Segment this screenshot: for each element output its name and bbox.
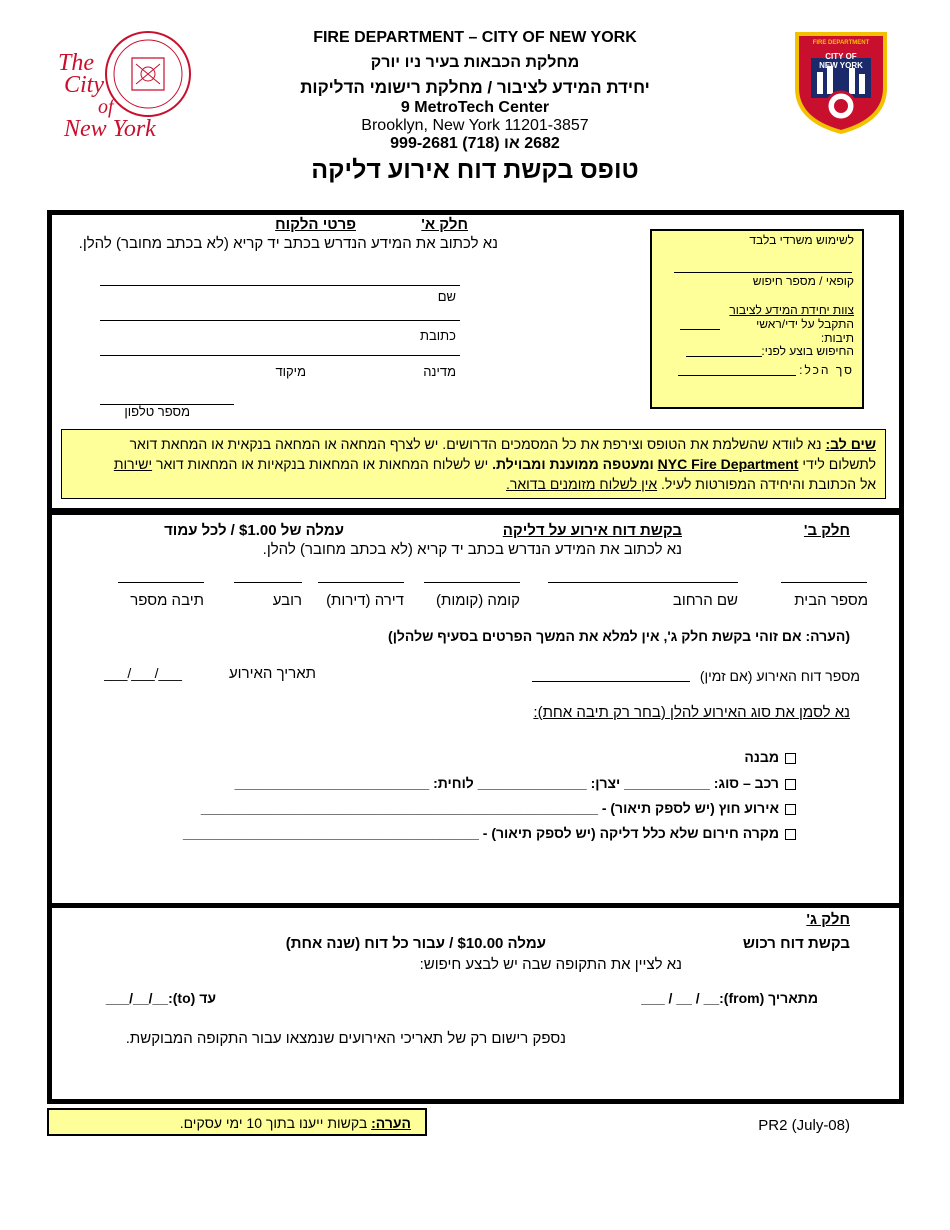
incident-number-label: מספר דוח האירוע (אם זמין) [699, 668, 860, 684]
fdny-badge-top: FIRE DEPARTMENT [812, 40, 870, 46]
header-line-5: Brooklyn, New York 11201-3857 [361, 117, 589, 134]
address-label: כתובת [420, 328, 456, 343]
phone-label: מספר טלפון [124, 404, 190, 419]
part-c-instruction: נא לציין את התקופה שבה יש לבצע חיפוש: [419, 956, 682, 973]
notice-payee: NYC Fire Department [657, 456, 799, 472]
total-label: סך הכל: [799, 363, 854, 377]
part-c-fee: עמלה $10.00 / עבור כל דוח (שנה אחת) [285, 935, 546, 952]
name-label: שם [437, 289, 456, 304]
notice-text-2c: יש לשלוח המחאות או המחאות בנקאיות או המחאות דואר [152, 456, 493, 472]
form-code: PR2 (July-08) [758, 1117, 850, 1134]
city-logo-text-2: City [64, 72, 104, 98]
footer-note-box [47, 1108, 427, 1136]
zip-label: מיקוד [275, 364, 306, 379]
box-number-label: תיבה מספר [130, 592, 204, 609]
fdny-badge [793, 28, 889, 134]
fdny-badge-bottom: NEW YORK [819, 61, 863, 70]
office-use-title: לשימוש משרדי בלבד [749, 233, 854, 247]
incident-number-line[interactable] [532, 681, 690, 682]
option-outdoor-label: אירוע חוץ (יש לספק תיאור) - ___________________________________________________ [200, 800, 779, 816]
outdoor-checkbox[interactable] [785, 804, 796, 815]
team-label: צוות יחידת המידע לציבור [729, 303, 854, 317]
part-c-heading: בקשת דוח רכוש [742, 935, 850, 952]
part-c-label: חלק ג' [806, 911, 850, 928]
header-line-2: מחלקת הכבאות בעיר ניו יורק [370, 54, 580, 71]
option-vehicle[interactable] [120, 775, 796, 791]
search-by-label: החיפוש בוצע לפני: [761, 344, 854, 358]
notice-direct: ישירות [113, 456, 153, 472]
street-line[interactable] [548, 582, 738, 583]
part-b-note: (הערה: אם זוהי בקשת חלק ג', אין למלא את המשך הפרטים בסעיף שלהלן) [388, 628, 850, 644]
option-building[interactable] [120, 749, 796, 765]
notice-text-2a: לתשלום לידי [798, 456, 876, 472]
city-logo-text-1: The [58, 50, 94, 76]
option-emergency-label: מקרה חירום שלא כלל דליקה (יש לספק תיאור) - ______________________________________ [183, 825, 779, 841]
incident-type-prompt: נא לסמן את סוג האירוע להלן (בחר רק תיבה אחת): [533, 704, 850, 721]
header-line-3: יחידת המידע לציבור / מחלקת רישומי הדליקות [300, 78, 650, 97]
part-a-heading: פרטי הלקוח [275, 216, 356, 233]
fdny-badge-mid: CITY OF [825, 52, 857, 61]
borough-label: רובע [272, 592, 302, 609]
option-vehicle-label: רכב – סוג: ___________ יצרן: ______________ לוחית: _________________________ [234, 775, 779, 791]
address-line[interactable] [100, 320, 460, 321]
box-number-line[interactable] [118, 582, 204, 583]
apartment-line[interactable] [318, 582, 404, 583]
city-logo-text-3: of [98, 96, 114, 118]
search-to-field[interactable]: עד (to):__/__/___ [105, 990, 216, 1006]
part-c-footer-note: נספק רישום רק של תאריכי האירועים שנמצאו עבור התקופה המבוקשת. [125, 1030, 566, 1047]
option-outdoor[interactable] [120, 800, 796, 816]
option-emergency[interactable] [120, 825, 796, 841]
city-of-new-york-logo [52, 28, 192, 146]
footer-note-lead: הערה: [371, 1115, 411, 1131]
option-building-label: מבנה [744, 749, 779, 765]
city-logo-text-4: New York [64, 116, 156, 142]
incident-date-blank[interactable]: ___/___/___ [104, 665, 182, 681]
house-number-label: מספר הבית [794, 592, 868, 609]
search-from-field[interactable]: מתאריך (from):__ / __ / ___ [641, 990, 818, 1006]
notice-no-cash: אין לשלוח מזומנים בדואר. [506, 476, 658, 492]
borough-line[interactable] [234, 582, 302, 583]
header-line-1: FIRE DEPARTMENT – CITY OF NEW YORK [313, 29, 637, 46]
received-label: התקבל על ידי/ראשי תיבות: [756, 317, 854, 345]
part-b-heading: בקשת דוח אירוע על דליקה [502, 522, 682, 539]
state-label: מדינה [423, 364, 456, 379]
notice-text-3a: אל הכתובת והיחידה המפורטות לעיל. [657, 476, 876, 492]
building-checkbox[interactable] [785, 753, 796, 764]
emergency-checkbox[interactable] [785, 829, 796, 840]
cashier-line[interactable] [674, 272, 852, 273]
cashier-label: קופאי / מספר חיפוש [752, 274, 854, 288]
search-by-line[interactable] [686, 356, 762, 357]
footer-note-text: בקשות ייענו בתוך 10 ימי עסקים. [179, 1115, 372, 1131]
notice-lead: שים לב: [825, 436, 876, 452]
part-b-label: חלק ב' [803, 522, 850, 539]
part-a-label: חלק א' [421, 216, 468, 233]
notice-text-1: נא לוודא שהשלמת את הטופס וצירפת את כל המסמכים הדרושים. יש לצרף המחאה או המחאה בנקאית או המחאת דואר [129, 436, 826, 452]
notice-text-2b: ומעטפה ממוענת ומבוילת. [492, 456, 658, 472]
header-line-4: 9 MetroTech Center [400, 99, 550, 116]
part-a-instruction: נא לכתוב את המידע הנדרש בכתב יד קריא (לא בכתב מחובר) להלן. [78, 235, 498, 252]
vehicle-checkbox[interactable] [785, 779, 796, 790]
house-number-line[interactable] [781, 582, 867, 583]
part-b-instruction: נא לכתוב את המידע הנדרש בכתב יד קריא (לא בכתב מחובר) להלן. [262, 541, 682, 558]
state-zip-line[interactable] [100, 355, 460, 356]
received-line[interactable] [680, 329, 720, 330]
total-line[interactable] [678, 375, 796, 376]
header-line-6: 2682 או (718) 999-2681 [390, 135, 560, 152]
floor-line[interactable] [424, 582, 520, 583]
name-line[interactable] [100, 285, 460, 286]
part-b-fee: עמלה של $1.00 / לכל עמוד [164, 522, 344, 539]
notice-text [70, 434, 876, 494]
street-label: שם הרחוב [672, 592, 738, 609]
apartment-label: דירה (דירות) [326, 592, 404, 609]
floor-label: קומה (קומות) [435, 592, 520, 609]
form-title: טופס בקשת דוח אירוע דליקה [311, 156, 639, 184]
incident-date-label: תאריך האירוע [228, 665, 316, 682]
